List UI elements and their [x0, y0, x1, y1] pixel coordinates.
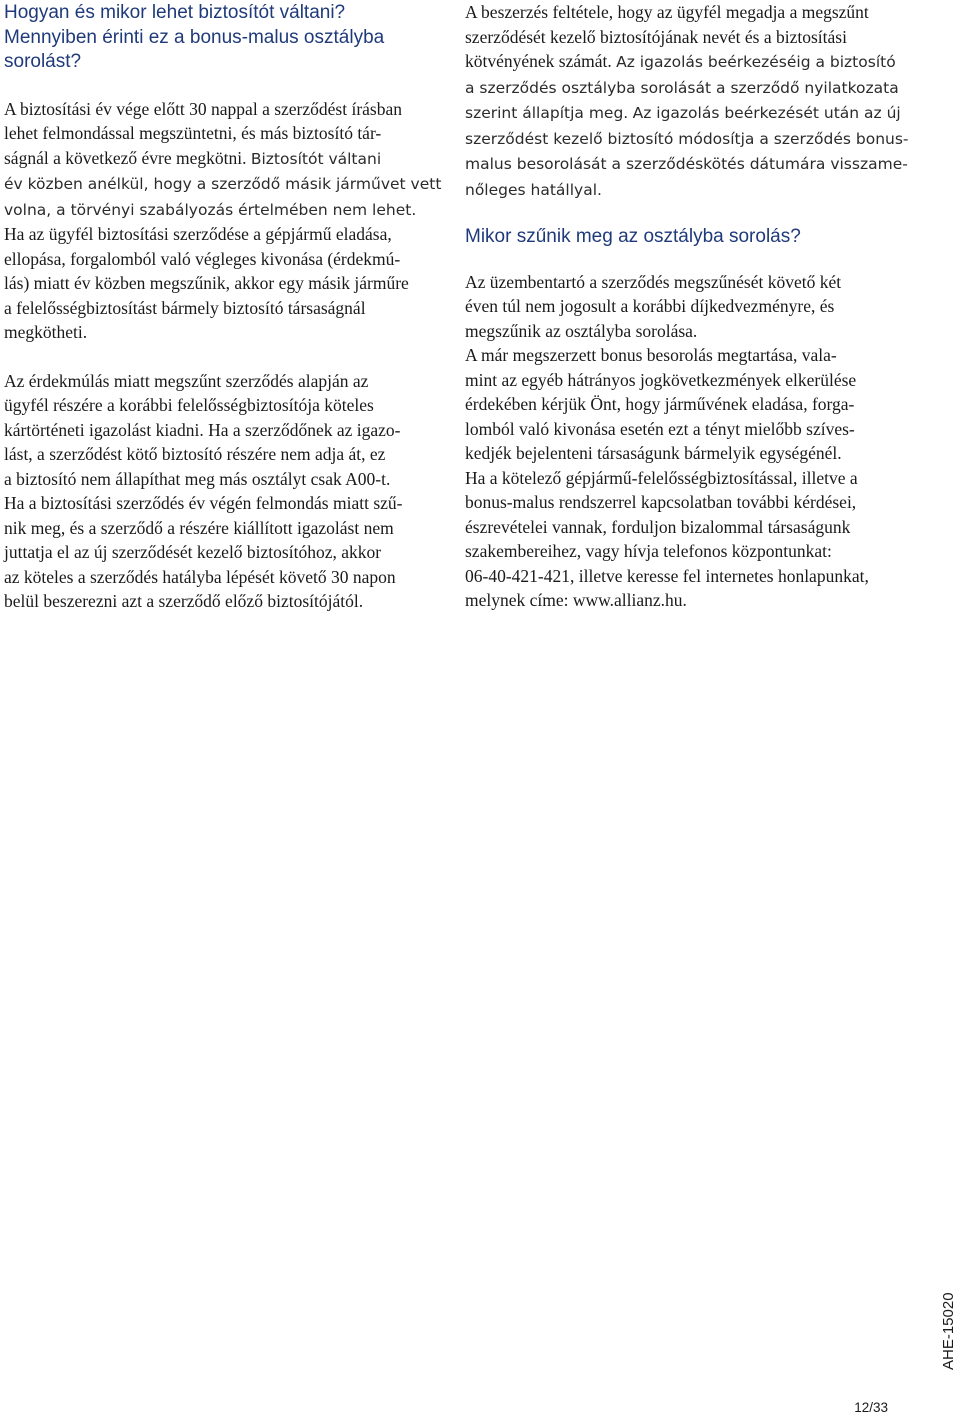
paragraph-procurement-condition-text: A beszerzés feltétele, hogy az ügyfél megadja a megszűnt szerződését kezelő biztosítójának nevét és a biztosítási kötvényének számát.	[465, 2, 869, 71]
section-heading-classification-ends: Mikor szűnik meg az osztályba sorolás?	[465, 226, 801, 247]
paragraph-termination-text: A biztosítási év vége előtt 30 nappal a szerződést írásban lehet felmondással megszüntetni, és más biztosító tár- ságnál a következő évre megkötni.	[4, 98, 402, 168]
paragraph-keep-bonus: A már megszerzett bonus besorolás megtartása, vala- mint az egyéb hátrányos jogkövetkezmények elkerülése érdekében kérjük Önt, hogy járművének eladása, forga- lomból való kivonása esetén ezt a tényt mielőbb szíves- kedjék bejelenteni társaságunk bármelyik egységénél.	[465, 345, 857, 463]
paragraph-claims-certificate	[4, 369, 444, 492]
paragraph-claims-certificate-text: Az érdekmúlás miatt megszűnt szerződés alapján az ügyfél részére a korábbi felelősségbiztosítója köteles kártörténeti igazolást kiadni.	[4, 370, 374, 440]
right-column	[465, 0, 915, 613]
paragraph-termination-continuation: Biztosítót váltani év közben anélkül, hogy a szerződő másik járművet vett volna, a törvényi szabályozás értelmében nem lehet.	[4, 149, 442, 219]
section-heading-switching-insurer: Hogyan és mikor lehet biztosítót váltani? Mennyiben érinti ez a bonus-malus osztályba sorolást?	[4, 2, 385, 72]
paragraph-two-years: Az üzembentartó a szerződés megszűnését követő két éven túl nem jogosult a korábbi díjkedvezményre, és megszűnik az osztályba sorolása.	[465, 271, 842, 341]
paragraph-termination	[4, 97, 444, 223]
paragraph-procurement-condition	[465, 0, 915, 202]
paragraph-claims-certificate-continuation: Ha a szerződőnek az igazo- lást, a szerződést kötő biztosító részére nem adja át, ez a biztosító nem állapíthat meg más osztályt csak A00-t.	[4, 419, 401, 489]
paragraph-interest-loss: Ha az ügyfél biztosítási szerződése a gépjármű eladása, ellopása, forgalomból való végleges kivonása (érdekmú- lás) miatt év közben megszűnik, akkor egy másik járműre a felelősségbiztosítást bármely biztosító társaságnál megkötheti.	[4, 224, 409, 342]
left-column	[4, 0, 444, 614]
document-code: AHE-15020	[940, 1292, 957, 1370]
spacer	[465, 250, 915, 270]
spacer	[4, 75, 444, 97]
paragraph-procurement-condition-continuation-2: Az igazolás beérkezését után az új szerződést kezelő biztosító módosítja a szerződés bonus- malus besorolását a szerződéskötés dátumára visszame- nőleges hatállyal.	[465, 104, 909, 199]
paragraph-procurement-condition-continuation: Az igazolás beérkezéséig a biztosító a szerződés osztályba sorolását a szerződő nyilatkozata szerint állapítja meg.	[465, 53, 899, 122]
page-number: 12/33	[854, 1400, 888, 1415]
spacer	[4, 345, 444, 369]
paragraph-contact: Ha a kötelező gépjármű-felelősségbiztosítással, illetve a bonus-malus rendszerrel kapcsolatban további kérdései, észrevételei vannak, forduljon bizalommal társaságunk szakembereihez, vagy hívja telefonos központunkat: 06-40-421-421, illetve keresse fel internetes honlapunkat, melynek címe: www.allianz.hu.	[465, 467, 869, 610]
paragraph-year-end-termination: Ha a biztosítási szerződés év végén felmondás miatt szű- nik meg, és a szerződő a részére kiállított igazolást nem juttatja el az új szerződését kezelő biztosítóhoz, akkor az köteles a szerződés hatályba lépését követő 30 napon belül beszerezni azt a szerződő előző biztosítójától.	[4, 493, 403, 611]
